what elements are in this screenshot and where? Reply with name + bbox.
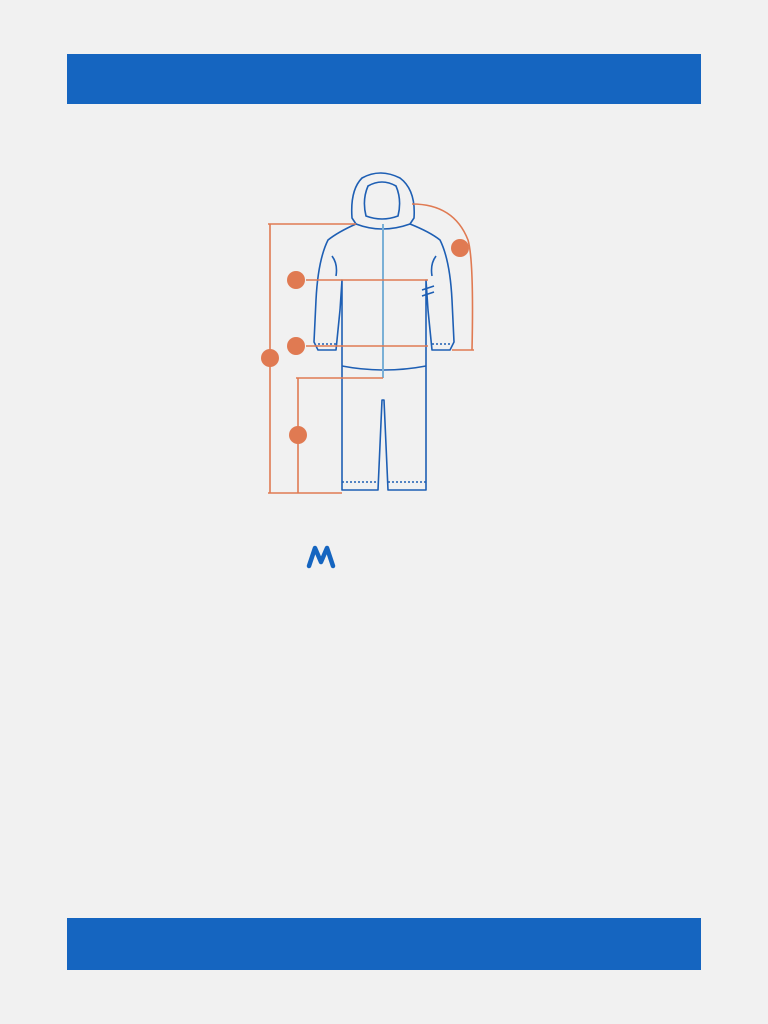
label-a-marker <box>261 349 279 367</box>
brand-logo <box>306 541 344 573</box>
label-d-marker <box>451 239 469 257</box>
label-e-marker <box>289 426 307 444</box>
measurement-labels <box>261 239 469 444</box>
jumpsuit-diagram <box>250 160 490 505</box>
top-banner <box>67 54 701 104</box>
label-c-marker <box>287 337 305 355</box>
nikastyle-wave-icon <box>306 544 336 570</box>
bottom-banner <box>67 918 701 970</box>
label-b-marker <box>287 271 305 289</box>
